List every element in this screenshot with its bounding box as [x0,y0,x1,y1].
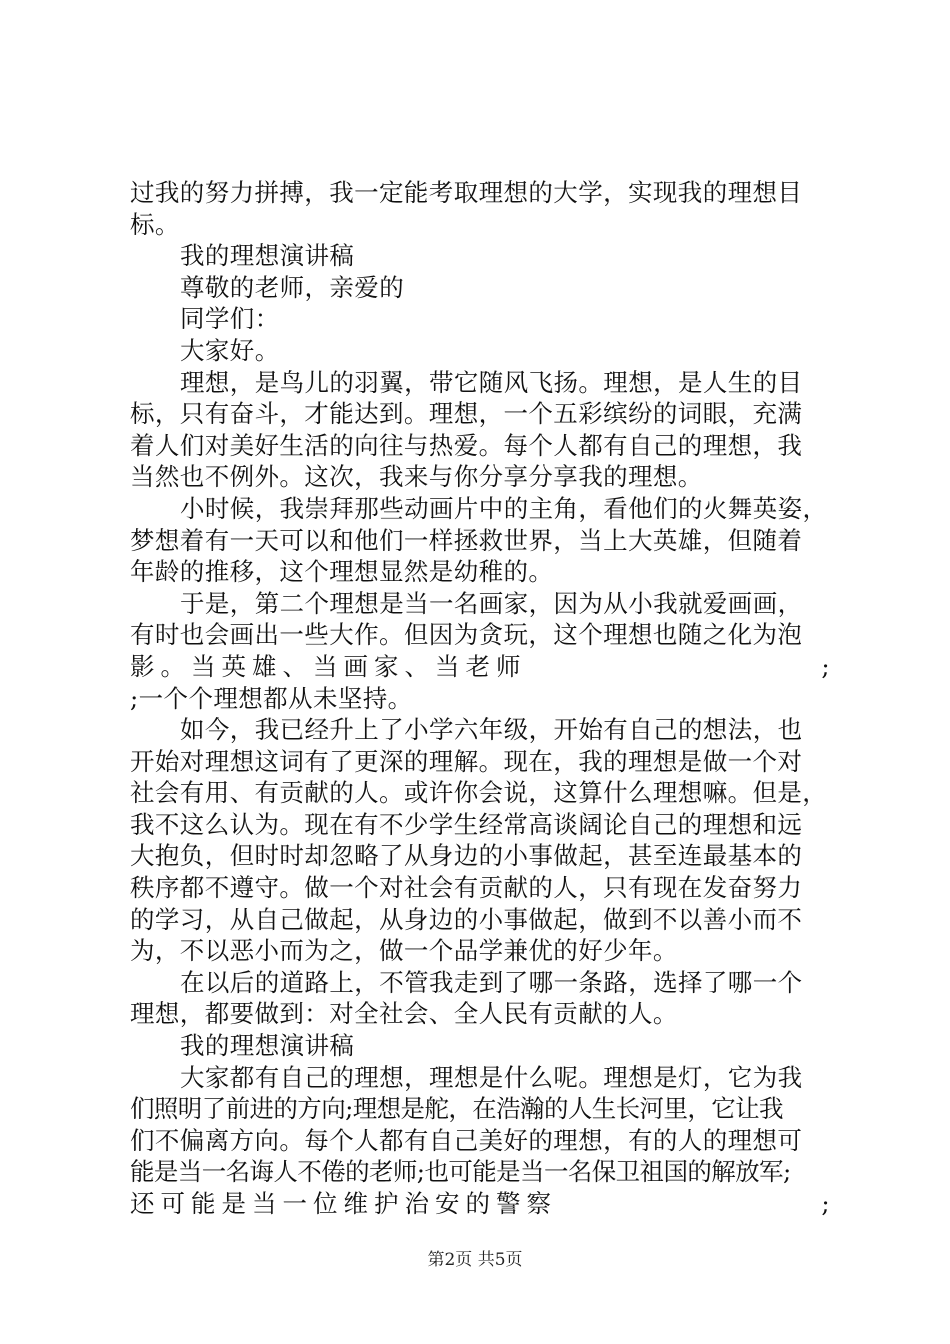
text-line: 们照明了前进的方向;理想是舵，在浩瀚的人生长河里，它让我 [130,1094,783,1124]
salutation-line: 尊敬的老师，亲爱的 [180,272,405,302]
text-line: 们不偏离方向。每个人都有自己美好的理想，有的人的理想可 [130,1125,803,1155]
text-line: 为，不以恶小而为之，做一个品学兼优的好少年。 [130,936,678,966]
greeting-line: 大家好。 [180,335,280,365]
salutation-line: 同学们： [180,304,280,334]
document-body [130,177,830,1220]
text-line: 理想，是鸟儿的羽翼，带它随风飞扬。理想，是人生的目 [180,367,803,397]
text-line: 大家都有自己的理想，理想是什么呢。理想是灯，它为我 [180,1062,803,1092]
page-number-footer: 第2页 共5页 [427,1250,523,1270]
text-line: 如今，我已经升上了小学六年级，开始有自己的想法，也 [180,715,803,745]
text-segment: ; [821,1189,830,1218]
text-segment: 影。当英雄、当画家、当老师 [130,651,527,681]
text-line: 能是当一名诲人不倦的老师;也可能是当一名保卫祖国的解放军; [130,1157,791,1187]
text-line: 我不这么认为。现在有不少学生经常高谈阔论自己的理想和远 [130,809,803,839]
text-segment: 还可能是当一位维护治安的警察 [130,1189,557,1218]
text-line: 过我的努力拼搏，我一定能考取理想的大学，实现我的理想目 [130,178,803,207]
text-line: 的学习，从自己做起，从身边的小事做起，做到不以善小而不 [130,904,803,934]
text-line: 大抱负，但时时却忽略了从身边的小事做起，甚至连最基本的 [130,841,803,871]
text-line: 有时也会画出一些大作。但因为贪玩，这个理想也随之化为泡 [130,620,803,650]
text-line: 标。 [130,209,180,239]
text-line: 着人们对美好生活的向往与热爱。每个人都有自己的理想，我 [130,430,803,460]
text-line: 梦想着有一天可以和他们一样拯救世界，当上大英雄，但随着 [130,525,803,555]
section-heading: 我的理想演讲稿 [180,1031,355,1061]
text-line: 理想，都要做到：对全社会、全人民有贡献的人。 [130,999,678,1029]
text-line: 在以后的道路上，不管我走到了哪一条路，选择了哪一个 [180,967,803,997]
text-line: 开始对理想这词有了更深的理解。现在，我的理想是做一个对 [130,746,803,776]
text-line: 年龄的推移，这个理想显然是幼稚的。 [130,557,554,587]
text-line: 当然也不例外。这次，我来与你分享分享我的理想。 [130,462,703,492]
text-line [130,651,830,683]
text-line: 于是，第二个理想是当一名画家，因为从小我就爱画画， [180,588,803,618]
section-heading: 我的理想演讲稿 [180,241,355,271]
text-line: 秩序都不遵守。做一个对社会有贡献的人，只有现在发奋努力 [130,873,803,903]
text-line: 社会有用、有贡献的人。或许你会说，这算什么理想嘛。但是， [130,778,828,808]
text-line: 小时候，我崇拜那些动画片中的主角，看他们的火舞英姿， [180,493,828,523]
text-line: ;一个个理想都从未坚持。 [130,683,413,713]
text-segment: ; [821,651,830,681]
text-line [130,1188,830,1220]
text-line: 标，只有奋斗，才能达到。理想，一个五彩缤纷的词眼，充满 [130,399,803,429]
